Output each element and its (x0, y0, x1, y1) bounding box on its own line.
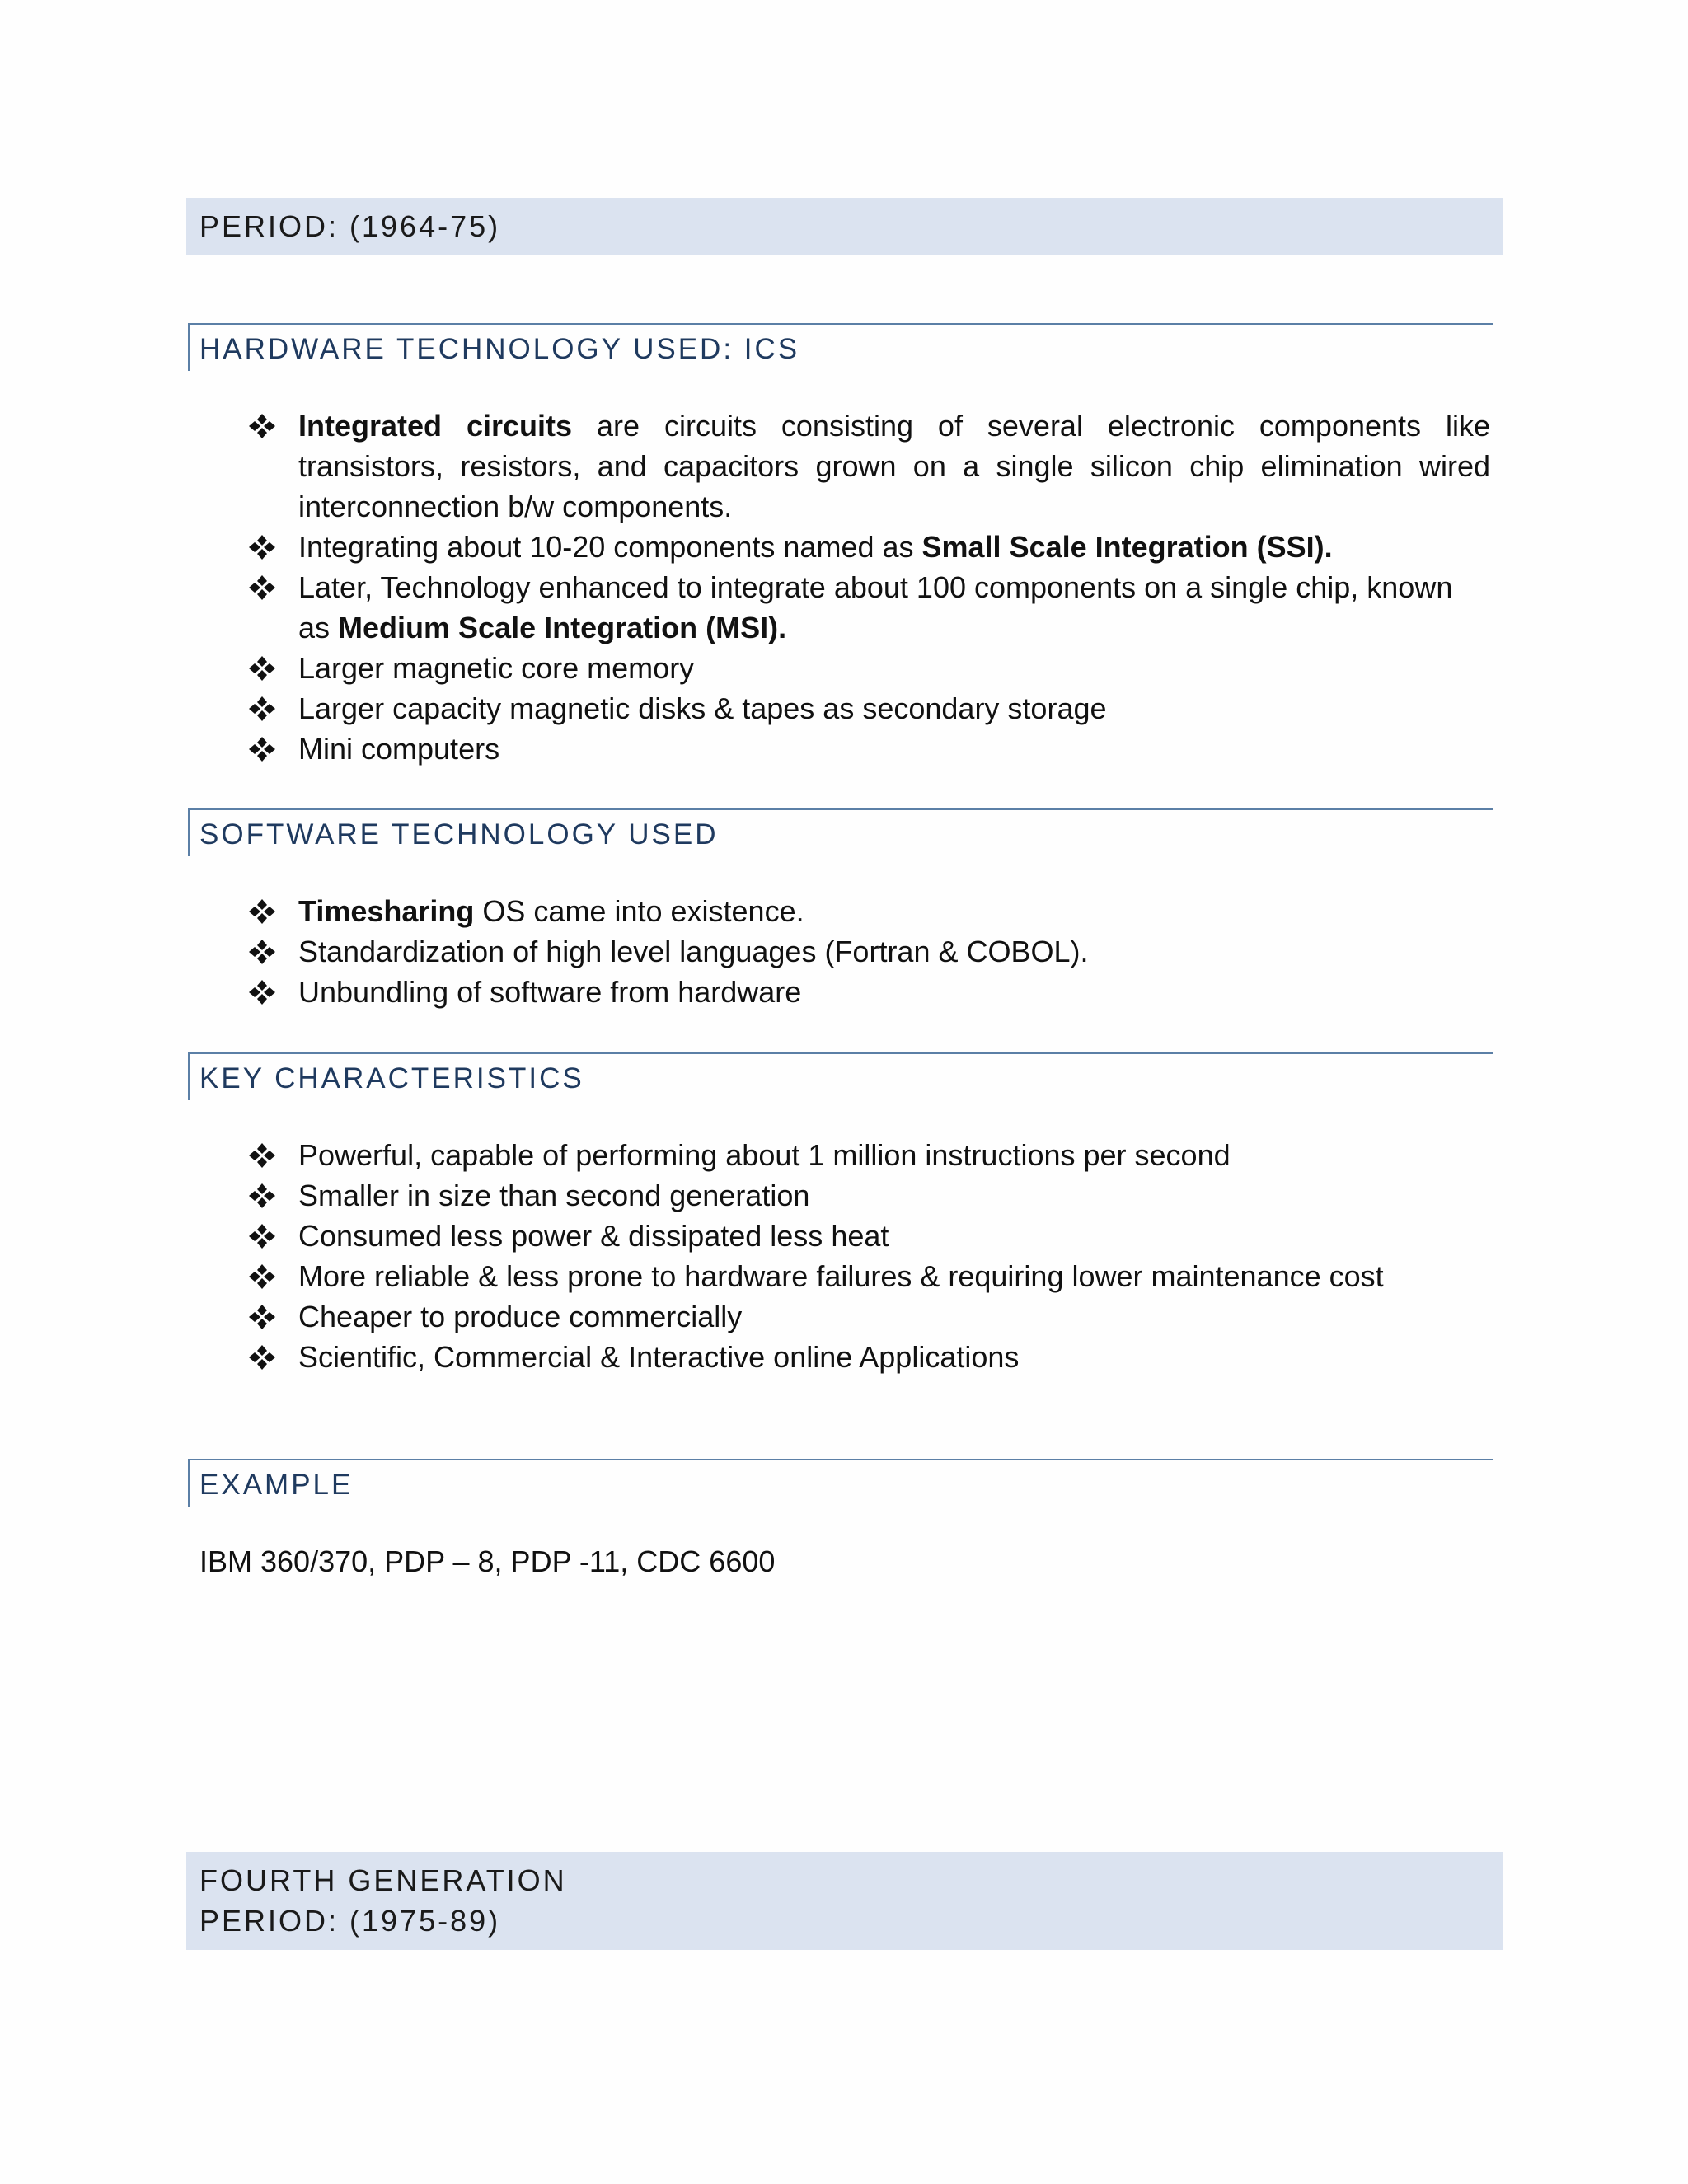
hardware-section-heading (188, 323, 1493, 371)
key-characteristics-title: KEY CHARACTERISTICS (199, 1062, 584, 1094)
diamond-bullet-icon (247, 729, 280, 769)
list-item (247, 527, 1490, 567)
list-item-text: are circuits consisting of several electronic components like transistors, resistors, and capacitors grown on a single silicon chip elimination wired interconnection b/w components. (298, 409, 1490, 523)
list-item-text: Integrating about 10-20 components named as (298, 530, 922, 564)
list-item (247, 1135, 1490, 1175)
diamond-bullet-icon (247, 1337, 280, 1377)
diamond-bullet-icon (247, 527, 280, 567)
list-item-text: OS came into existence. (474, 894, 804, 928)
diamond-bullet-icon (247, 931, 280, 972)
fourth-generation-title: FOURTH GENERATION (199, 1863, 567, 1897)
list-item (247, 1337, 1490, 1377)
list-item-text: Scientific, Commercial & Interactive online Applications (298, 1340, 1020, 1374)
diamond-bullet-icon (247, 688, 280, 729)
software-list (247, 891, 1490, 1012)
list-item-text: Smaller in size than second generation (298, 1179, 810, 1212)
key-characteristics-list (247, 1135, 1490, 1377)
diamond-bullet-icon (247, 567, 280, 607)
diamond-bullet-icon (247, 891, 280, 931)
hardware-section-title: HARDWARE TECHNOLOGY USED: ICS (199, 333, 800, 365)
list-item (247, 688, 1490, 729)
list-item-text: Unbundling of software from hardware (298, 975, 802, 1009)
list-item (247, 931, 1490, 972)
software-section-title: SOFTWARE TECHNOLOGY USED (199, 818, 719, 851)
list-item-text: Mini computers (298, 732, 500, 766)
list-item-text: Powerful, capable of performing about 1 million instructions per second (298, 1138, 1231, 1172)
list-item-bold: Integrated circuits (298, 409, 573, 443)
diamond-bullet-icon (247, 1296, 280, 1337)
fourth-generation-banner (186, 1852, 1503, 1950)
list-item (247, 1216, 1490, 1256)
list-item-text: More reliable & less prone to hardware failures & requiring lower maintenance cost (298, 1259, 1384, 1293)
key-characteristics-heading (188, 1052, 1493, 1100)
diamond-bullet-icon (247, 1256, 280, 1296)
fourth-generation-period: PERIOD: (1975-89) (199, 1904, 501, 1938)
period-banner (186, 198, 1503, 255)
list-item (247, 567, 1490, 648)
list-item-bold: Timesharing (298, 894, 475, 928)
diamond-bullet-icon (247, 405, 280, 446)
hardware-list (247, 405, 1490, 769)
period-banner-text: PERIOD: (1964-75) (199, 209, 501, 243)
list-item (247, 1296, 1490, 1337)
list-item-text: Consumed less power & dissipated less heat (298, 1219, 889, 1253)
list-item-bold: Medium Scale Integration (MSI). (338, 611, 787, 644)
list-item (247, 891, 1490, 931)
list-item (247, 1175, 1490, 1216)
diamond-bullet-icon (247, 1175, 280, 1216)
diamond-bullet-icon (247, 648, 280, 688)
list-item (247, 972, 1490, 1012)
list-item (247, 648, 1490, 688)
list-item (247, 405, 1490, 527)
diamond-bullet-icon (247, 1135, 280, 1175)
list-item-text: Later, Technology enhanced to integrate about 100 components on a single chip, known as (298, 570, 1453, 644)
example-heading (188, 1459, 1493, 1507)
software-section-heading (188, 808, 1493, 856)
list-item-text: Cheaper to produce commercially (298, 1300, 743, 1333)
diamond-bullet-icon (247, 1216, 280, 1256)
list-item-text: Standardization of high level languages (Fortran & COBOL). (298, 935, 1089, 968)
list-item (247, 1256, 1490, 1296)
list-item-text: Larger magnetic core memory (298, 651, 695, 685)
diamond-bullet-icon (247, 972, 280, 1012)
list-item (247, 729, 1490, 769)
list-item-text: Larger capacity magnetic disks & tapes as secondary storage (298, 691, 1107, 725)
list-item-bold: Small Scale Integration (SSI). (921, 530, 1333, 564)
example-title: EXAMPLE (199, 1469, 354, 1501)
example-text: IBM 360/370, PDP – 8, PDP -11, CDC 6600 (199, 1544, 776, 1578)
